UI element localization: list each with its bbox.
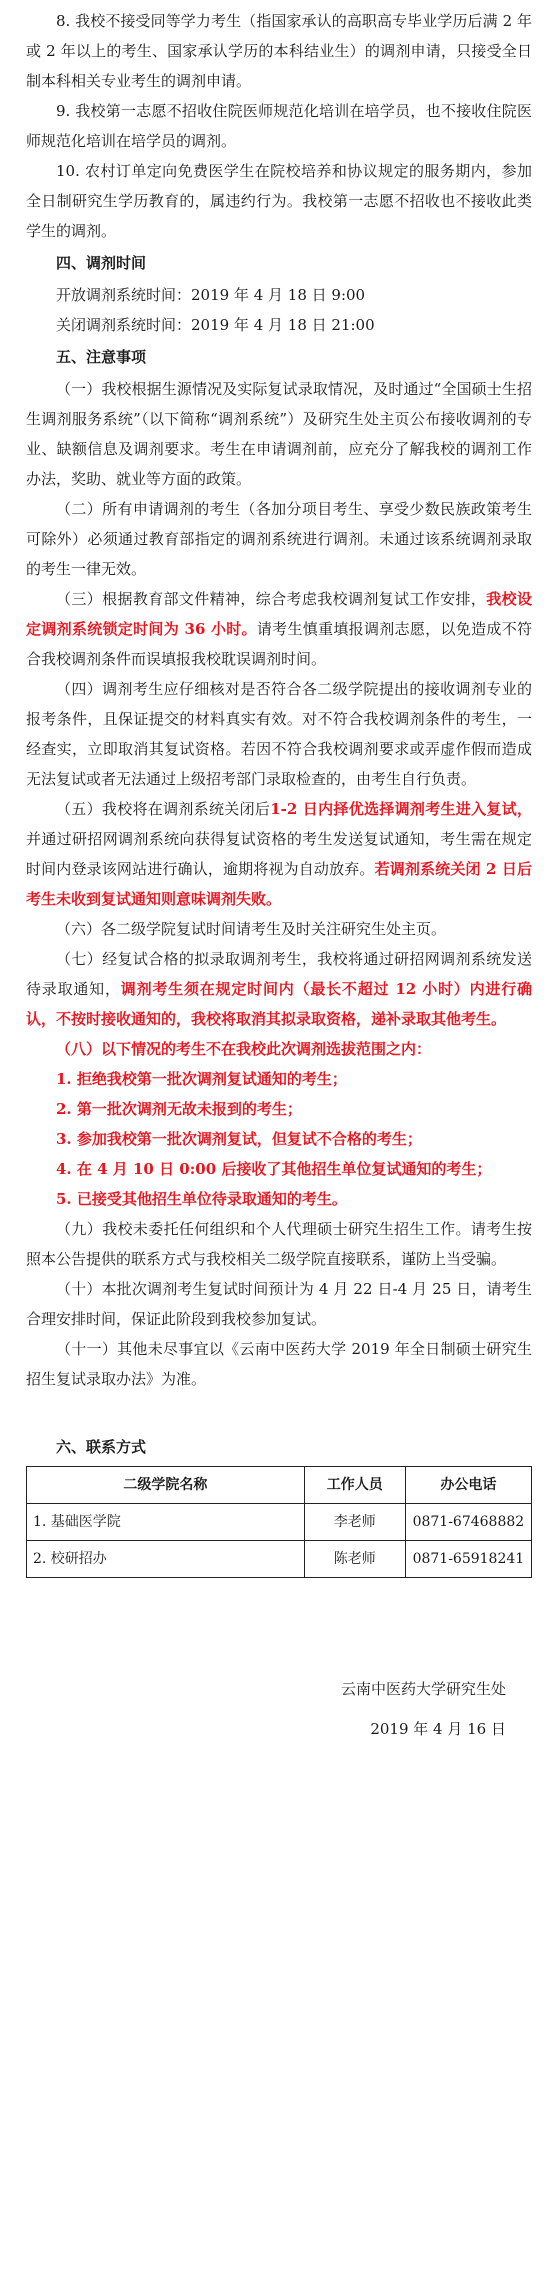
exclusion-item: 4. 在 4 月 10 日 0:00 后接收了其他招生单位复试通知的考生； (56, 1160, 492, 1178)
item-8: 8. 我校不接受同等学力考生（指国家承认的高职高专毕业学历后满 2 年或 2 年以上的考生、国家承认学历的本科结业生）的调剂申请，只接受全日制本科相关专业考生的调剂申请。 (26, 12, 532, 90)
college-name: 1. 基础医学院 (27, 1504, 305, 1541)
open-time: 开放调剂系统时间：2019 年 4 月 18 日 9:00 (56, 286, 366, 304)
table-row (27, 1541, 532, 1578)
note-3-text-b: 请考生慎重填报调剂志愿，以免造成不符合我校调剂条件而误填报我校耽误调剂时间。 (26, 620, 532, 668)
office-phone: 0871-65918241 (405, 1541, 531, 1578)
section-6-title: 六、联系方式 (56, 1438, 147, 1456)
exclusion-item: 3. 参加我校第一批次调剂复试，但复试不合格的考生； (56, 1130, 422, 1148)
contact-table (26, 1466, 532, 1578)
exclusion-item: 2. 第一批次调剂无故未报到的考生； (56, 1100, 302, 1118)
note-5 (26, 794, 532, 914)
section-5-title: 五、注意事项 (56, 348, 147, 366)
note-3-text-a: （三）根据教育部文件精神，综合考虑我校调剂复试工作安排， (56, 590, 487, 608)
note-3 (26, 584, 532, 674)
table-header-row (27, 1467, 532, 1504)
note-2: （二）所有申请调剂的考生（各加分项目考生、享受少数民族政策考生可除外）必须通过教育部指定的调剂系统进行调剂。未通过该系统调剂录取的考生一律无效。 (26, 500, 532, 578)
note-5-emphasis-2: 若调剂系统关闭 2 日后考生未收到复试通知则意味调剂失败。 (26, 860, 532, 908)
note-4: （四）调剂考生应仔细核对是否符合各二级学院提出的接收调剂专业的报考条件，且保证提交的材料真实有效。对不符合我校调剂条件的考生，一经查实，立即取消其复试资格。若因不符合我校调剂要求或弄虚作假而造成无法复试或者无法通过上级招考部门录取检查的，由考生自行负责。 (26, 680, 532, 788)
college-name: 2. 校研招办 (27, 1541, 305, 1578)
table-row (27, 1504, 532, 1541)
note-6: （六）各二级学院复试时间请考生及时关注研究生处主页。 (56, 920, 447, 938)
note-7 (26, 944, 532, 1034)
note-8-title: （八）以下情况的考生不在我校此次调剂选拔范围之内： (56, 1040, 432, 1058)
note-7-text-a: （七）经复试合格的拟录取调剂考生，我校将通过研招网调剂系统发送待录取通知， (26, 950, 532, 998)
section-4-title: 四、调剂时间 (56, 254, 147, 272)
close-time: 关闭调剂系统时间：2019 年 4 月 18 日 21:00 (56, 316, 375, 334)
note-5-text-a: （五）我校将在调剂系统关闭后 (56, 800, 271, 818)
staff-name: 李老师 (304, 1504, 405, 1541)
note-11: （十一）其他未尽事宜以《云南中医药大学 2019 年全日制硕士研究生招生复试录取办法》为准。 (26, 1340, 532, 1388)
note-5-text-b: 并通过研招网调剂系统向获得复试资格的考生发送复试通知，考生需在规定时间内登录该网站进行确认，逾期将视为自动放弃。 (26, 830, 532, 878)
note-7-emphasis: 调剂考生须在规定时间内（最长不超过 12 小时）内进行确认，不按时接收通知的，我校将取消其拟录取资格，递补录取其他考生。 (26, 980, 532, 1028)
col-header-college: 二级学院名称 (27, 1467, 305, 1504)
exclusion-item: 5. 已接受其他招生单位待录取通知的考生。 (56, 1190, 347, 1208)
note-9: （九）我校未委托任何组织和个人代理硕士研究生招生工作。请考生按照本公告提供的联系方式与我校相关二级学院直接联系，谨防上当受骗。 (26, 1220, 532, 1268)
note-3-emphasis: 我校设定调剂系统锁定时间为 36 小时。 (26, 590, 532, 638)
staff-name: 陈老师 (304, 1541, 405, 1578)
signature-org: 云南中医药大学研究生处 (340, 1680, 506, 1698)
col-header-phone: 办公电话 (405, 1467, 531, 1504)
note-10: （十）本批次调剂考生复试时间预计为 4 月 22 日-4 月 25 日，请考生合理安排时间，保证此阶段到我校参加复试。 (26, 1280, 532, 1328)
note-1: （一）我校根据生源情况及实际复试录取情况，及时通过“全国硕士生招生调剂服务系统”（以下简称“调剂系统”）及研究生处主页公布接收调剂的专业、缺额信息及调剂要求。考生在申请调剂前，应充分了解我校的调剂工作办法，奖助、就业等方面的政策。 (26, 380, 532, 488)
col-header-staff: 工作人员 (304, 1467, 405, 1504)
item-9: 9. 我校第一志愿不招收住院医师规范化培训在培学员，也不接收住院医师规范化培训在培学员的调剂。 (26, 102, 532, 150)
exclusion-item: 1. 拒绝我校第一批次调剂复试通知的考生； (56, 1070, 347, 1088)
note-5-emphasis-1: 1-2 日内择优选择调剂考生进入复试， (270, 800, 532, 818)
office-phone: 0871-67468882 (405, 1504, 531, 1541)
item-10: 10. 农村订单定向免费医学生在院校培养和协议规定的服务期内，参加全日制研究生学历教育的，属违约行为。我校第一志愿不招收也不接收此类学生的调剂。 (26, 162, 532, 240)
signature-date: 2019 年 4 月 16 日 (370, 1720, 506, 1738)
